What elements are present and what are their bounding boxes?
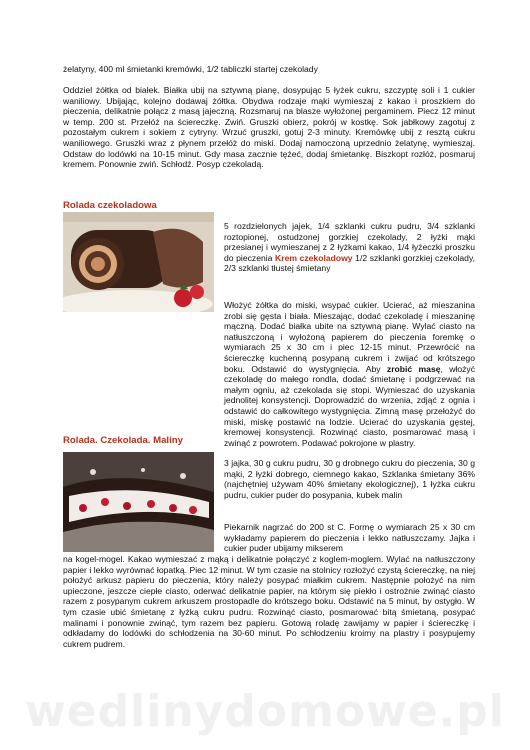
recipe1-preparation-bold: zrobić masę xyxy=(386,363,441,374)
recipe-title-rolada-czekoladowa: Rolada czekoladowa xyxy=(63,200,157,211)
raspberry-roll-photo xyxy=(63,452,214,552)
pear-roll-preparation: Oddziel żółtka od białek. Białka ubij na sztywną pianę, dosypując 5 łyżek cukru, szczyptę soli i 1 cukier waniliowy. Ubijając, kolejno dodawaj żółtka. Obydwa rodzaje mąki wymieszaj z kakao i proszkiem do pieczenia, delikatnie połącz z masą jajeczną. Rozsmaruj na blasze wyłożonej pergaminem. Piecz 12 minut w temp. 200 st. Przełóż na ściereczkę. Zwiń. Gruszki obierz, pokrój w kostkę. Sok jabłkowy zagotuj z pozostałym cukrem i sokiem z cytryny. Wrzuć gruszki, gotuj 2-3 minuty. Kremówkę ubij z resztą cukru waniliowego. Gruszki wraz z płynem przełóż do miski. Dodaj namoczoną uprzednio żelatynę, wymieszaj. Odstaw do lodówki na 10-15 minut. Gdy masa zacznie tężeć, dodaj śmietankę. Biszkopt rozłóż, posmaruj kremem. Ponownie zwiń. Schłodź. Posyp czekoladą. xyxy=(63,85,475,170)
chocolate-roll-illustration xyxy=(63,212,214,312)
site-watermark: wedlinydomowe.pl xyxy=(25,686,505,737)
recipe1-ingredients-text: 5 rozdzielonych jajek, 1/4 szklanki cukru pudru, 3/4 szklanki roztopionej, ostudzonej gorzkiej czekolady, 2 łyżki mąki przesianej i wymieszanej z 2 łyżkami kakao, 1/4 łyżeczki proszku do pieczenia xyxy=(224,221,475,263)
recipe2-ingredients: 3 jajka, 30 g cukru pudru, 30 g drobnego cukru do pieczenia, 30 g mąki, 2 łyżki dobrego, ciemnego kakao, Szklanka śmietany 36% (najchętniej używam 40% śmietany ekologicznej), 1 łyżka cukru pudru, cukier puder do posypania, kubek malin xyxy=(224,458,475,500)
ingredients-continuation: żelatyny, 400 ml śmietanki kremówki, 1/2 tabliczki startej czekolady xyxy=(63,64,318,74)
recipe2-preparation-start: Piekarnik nagrzać do 200 st C. Formę o wymiarach 25 x 30 cm wykładamy papierem do pieczenia i lekko natłuszczamy. Jajka i cukier puder ubijamy mikserem xyxy=(224,522,475,554)
recipe1-preparation-text: Włożyć żółtka do miski, wsypać cukier. Ucierać, aż mieszanina zrobi się gęsta i biała. Mieszając, dodać czekoladę i mieszaninę mączną. Dodać białka ubite na sztywną pianę. Wylać ciasto na natłuszczoną i wyłożoną papierem do pieczenia foremkę o wymiarach 25 x 30 cm i piec 12-15 minut. Przewrócić na ściereczkę kuchenną posypaną cukrem i zwijać od krótszego boku. Odstawić do wystygnięcia. Aby xyxy=(224,300,475,374)
raspberry-roll-illustration xyxy=(63,452,214,552)
recipe1-preparation-text-2: , włożyć czekoladę do małego rondla, dodać śmietanę i podgrzewać na małym ogniu, aż czekolada się stopi. Wymieszać do uzyskania jednolitej konsystencji. Doprowadzić do wrzenia, zdjąć z ognia i odstawić do całkowitego wystygnięcia. Zimną masę przełożyć do miski, miskę postawić na lodzie. Ucierać do uzyskania gęstej, kremowej konsystencji. Rozwinąć ciasto, posmarować masą i zwinąć z powrotem. Podawać pokrojone w plastry. xyxy=(224,363,475,448)
recipe1-preparation xyxy=(63,300,475,448)
recipe2-preparation: na kogel-mogel. Kakao wymieszać z mąką i delikatnie połączyć z koglem-moglem. Wylać na natłuszczony papier i lekko wyrównać łopatką. Piec 12 minut. W tym czasie na stolnicy rozłożyć czystą ściereczkę, na niej położyć arkusz papieru do pieczenia, który należy posypać miałkim cukrem. Następnie położyć na nim upieczone, jeszcze ciepłe ciasto, oderwać delikatnie papier, na którym się piekło i ostrożnie zwinąć ciasto razem z posypanym cukrem arkuszem prostopadle do krótszego boku. Odstawić na 5 minut, by ostygło. W tym czasie ubić śmietanę z łyżką cukru pudru. Rozwinąć ciasto, posmarować bitą śmietaną, posypać malinami i ponownie zwinąć, tym razem bez papieru. Gotową roladę zawijamy w papier i ściereczkę i odkładamy do lodówki do schłodzenia na 30-60 minut. Po schłodzeniu kroimy na plastry i posypujemy cukrem pudrem. xyxy=(63,554,475,649)
chocolate-roll-photo xyxy=(63,212,214,312)
recipe1-cream-label: Krem czekoladowy xyxy=(275,252,353,263)
recipe1-ingredients xyxy=(224,221,475,274)
recipe-title-rolada-maliny: Rolada. Czekolada. Maliny xyxy=(63,435,183,446)
recipe1-cream-ingredients: 1/2 szklanki gorzkiej czekolady, 2/3 szklanki tłustej śmietany xyxy=(224,252,475,274)
